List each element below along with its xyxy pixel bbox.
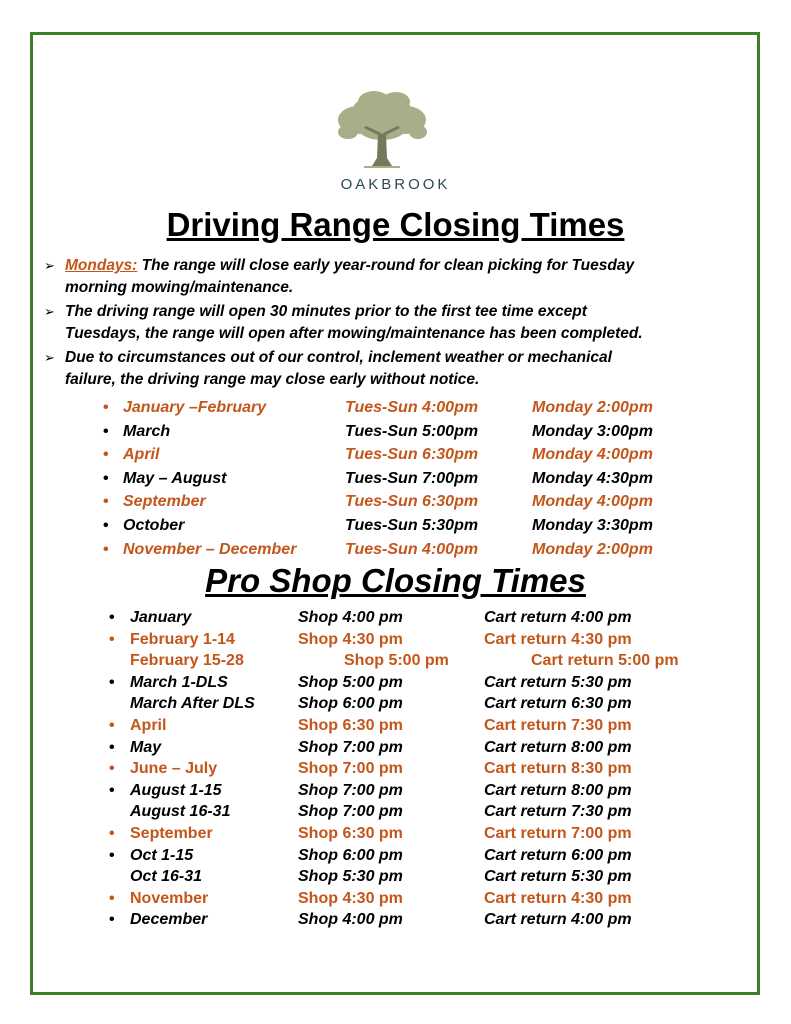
shop-month: Oct 16-31 xyxy=(130,868,203,886)
bullet-icon: • xyxy=(109,630,115,648)
bullet-icon: • xyxy=(109,609,115,626)
shop-closing: Shop 4:00 pm xyxy=(298,609,403,626)
oak-tree-icon xyxy=(334,88,430,174)
shop-month: June – July xyxy=(130,760,218,778)
shop-closing: Shop 6:00 pm xyxy=(298,695,403,713)
bullet-icon: • xyxy=(109,889,115,907)
pro-shop-title: Pro Shop Closing Times xyxy=(205,562,586,599)
shop-month: November xyxy=(130,889,209,907)
range-month: April xyxy=(123,446,160,464)
shop-closing: Shop 4:00 pm xyxy=(298,911,403,929)
note-lead: Mondays: xyxy=(65,257,138,274)
note-text: The driving range will open 30 minutes prior to the first tee time except xyxy=(65,303,587,320)
cart-return: Cart return 8:30 pm xyxy=(484,760,632,778)
range-tues-sun: Tues-Sun 6:30pm xyxy=(345,446,479,464)
pro-shop-row xyxy=(0,672,791,694)
note-text: Due to circumstances out of our control, inclement weather or mechanical xyxy=(65,349,612,366)
bullet-icon: • xyxy=(103,422,109,440)
range-row xyxy=(0,397,791,419)
range-month: January –February xyxy=(123,399,267,416)
pro-shop-row xyxy=(0,715,791,737)
range-row xyxy=(0,539,791,561)
pro-shop-row xyxy=(0,823,791,845)
pro-shop-row xyxy=(0,845,791,867)
pro-shop-row xyxy=(0,650,791,672)
range-monday: Monday 4:00pm xyxy=(532,493,653,511)
range-notes xyxy=(44,255,744,393)
shop-month: December xyxy=(130,911,208,929)
pro-shop-row xyxy=(0,758,791,780)
shop-month: February 15-28 xyxy=(130,652,244,670)
shop-month: February 1-14 xyxy=(130,630,235,648)
driving-range-title: Driving Range Closing Times xyxy=(166,206,625,243)
shop-month: January xyxy=(130,609,192,626)
shop-closing: Shop 7:00 pm xyxy=(298,803,403,821)
range-month: September xyxy=(123,493,206,511)
bullet-icon: • xyxy=(103,540,109,558)
shop-month: August 1-15 xyxy=(130,781,222,799)
shop-closing: Shop 5:30 pm xyxy=(298,868,403,886)
shop-month: April xyxy=(130,717,167,734)
shop-month: August 16-31 xyxy=(130,803,231,821)
cart-return: Cart return 8:00 pm xyxy=(484,738,632,756)
range-note xyxy=(44,301,744,345)
shop-closing: Shop 6:00 pm xyxy=(298,846,403,864)
cart-return: Cart return 5:30 pm xyxy=(484,673,632,691)
cart-return: Cart return 4:30 pm xyxy=(484,889,632,907)
bullet-icon: • xyxy=(103,446,109,464)
shop-closing: Shop 4:30 pm xyxy=(298,889,403,907)
bullet-icon: • xyxy=(109,911,115,929)
range-row xyxy=(0,491,791,513)
shop-month: March After DLS xyxy=(130,695,255,713)
range-tues-sun: Tues-Sun 5:00pm xyxy=(345,422,479,440)
shop-closing: Shop 4:30 pm xyxy=(298,630,403,648)
range-monday: Monday 3:30pm xyxy=(532,517,653,534)
bullet-icon: • xyxy=(109,717,115,734)
cart-return: Cart return 4:00 pm xyxy=(484,609,632,626)
range-tues-sun: Tues-Sun 7:00pm xyxy=(345,469,479,487)
shop-month: March 1-DLS xyxy=(130,673,228,691)
arrow-bullet-icon: ➢ xyxy=(44,304,55,319)
pro-shop-row xyxy=(0,693,791,715)
cart-return: Cart return 7:30 pm xyxy=(484,803,632,821)
bullet-icon: • xyxy=(103,399,109,416)
shop-closing: Shop 7:00 pm xyxy=(298,781,403,799)
shop-closing: Shop 6:30 pm xyxy=(298,825,403,842)
shop-closing: Shop 7:00 pm xyxy=(298,760,403,778)
range-row xyxy=(0,468,791,490)
note-text: The range will close early year-round for clean picking for Tuesday xyxy=(137,257,635,274)
arrow-bullet-icon: ➢ xyxy=(44,258,55,273)
cart-return: Cart return 7:30 pm xyxy=(484,717,632,734)
arrow-bullet-icon: ➢ xyxy=(44,350,55,365)
note-line xyxy=(65,347,744,369)
range-tues-sun: Tues-Sun 5:30pm xyxy=(345,517,479,534)
bullet-icon: • xyxy=(103,493,109,511)
brand-name: OAKBROOK xyxy=(340,176,451,193)
pro-shop-row xyxy=(0,909,791,931)
range-month: October xyxy=(123,517,185,534)
shop-month: Oct 1-15 xyxy=(130,846,194,864)
bullet-icon: • xyxy=(103,517,109,534)
bullet-icon: • xyxy=(109,673,115,691)
note-line: Tuesdays, the range will open after mowing/maintenance has been completed. xyxy=(65,325,643,342)
range-row xyxy=(0,515,791,537)
cart-return: Cart return 4:30 pm xyxy=(484,630,632,648)
cart-return: Cart return 5:30 pm xyxy=(484,868,632,886)
range-row xyxy=(0,421,791,443)
bullet-icon: • xyxy=(109,738,115,756)
pro-shop-row xyxy=(0,737,791,759)
range-note xyxy=(44,347,744,391)
pro-shop-row xyxy=(0,607,791,629)
range-note xyxy=(44,255,744,299)
bullet-icon: • xyxy=(103,469,109,487)
pro-shop-row xyxy=(0,866,791,888)
note-line xyxy=(65,301,744,323)
note-line: failure, the driving range may close early without notice. xyxy=(65,371,480,388)
cart-return: Cart return 5:00 pm xyxy=(531,652,679,670)
range-monday: Monday 2:00pm xyxy=(532,399,653,416)
shop-month: September xyxy=(130,825,213,842)
pro-shop-row xyxy=(0,629,791,651)
pro-shop-row xyxy=(0,801,791,823)
range-tues-sun: Tues-Sun 4:00pm xyxy=(345,540,479,558)
range-monday: Monday 4:30pm xyxy=(532,469,653,487)
cart-return: Cart return 4:00 pm xyxy=(484,911,632,929)
shop-closing: Shop 5:00 pm xyxy=(298,673,403,691)
range-monday: Monday 3:00pm xyxy=(532,422,653,440)
bullet-icon: • xyxy=(109,781,115,799)
note-line: morning mowing/maintenance. xyxy=(65,279,294,296)
range-tues-sun: Tues-Sun 4:00pm xyxy=(345,399,479,416)
cart-return: Cart return 8:00 pm xyxy=(484,781,632,799)
bullet-icon: • xyxy=(109,825,115,842)
range-row xyxy=(0,444,791,466)
shop-closing: Shop 6:30 pm xyxy=(298,717,403,734)
pro-shop-row xyxy=(0,888,791,910)
cart-return: Cart return 6:00 pm xyxy=(484,846,632,864)
bullet-icon: • xyxy=(109,846,115,864)
shop-month: May xyxy=(130,738,162,756)
range-monday: Monday 4:00pm xyxy=(532,446,653,464)
shop-closing: Shop 7:00 pm xyxy=(298,738,403,756)
range-tues-sun: Tues-Sun 6:30pm xyxy=(345,493,479,511)
pro-shop-row xyxy=(0,780,791,802)
range-month: March xyxy=(123,422,171,440)
cart-return: Cart return 7:00 pm xyxy=(484,825,632,842)
note-line xyxy=(65,255,744,277)
bullet-icon: • xyxy=(109,760,115,778)
range-month: November – December xyxy=(123,540,297,558)
range-monday: Monday 2:00pm xyxy=(532,540,653,558)
range-month: May – August xyxy=(123,469,227,487)
shop-closing: Shop 5:00 pm xyxy=(344,652,449,670)
cart-return: Cart return 6:30 pm xyxy=(484,695,632,713)
